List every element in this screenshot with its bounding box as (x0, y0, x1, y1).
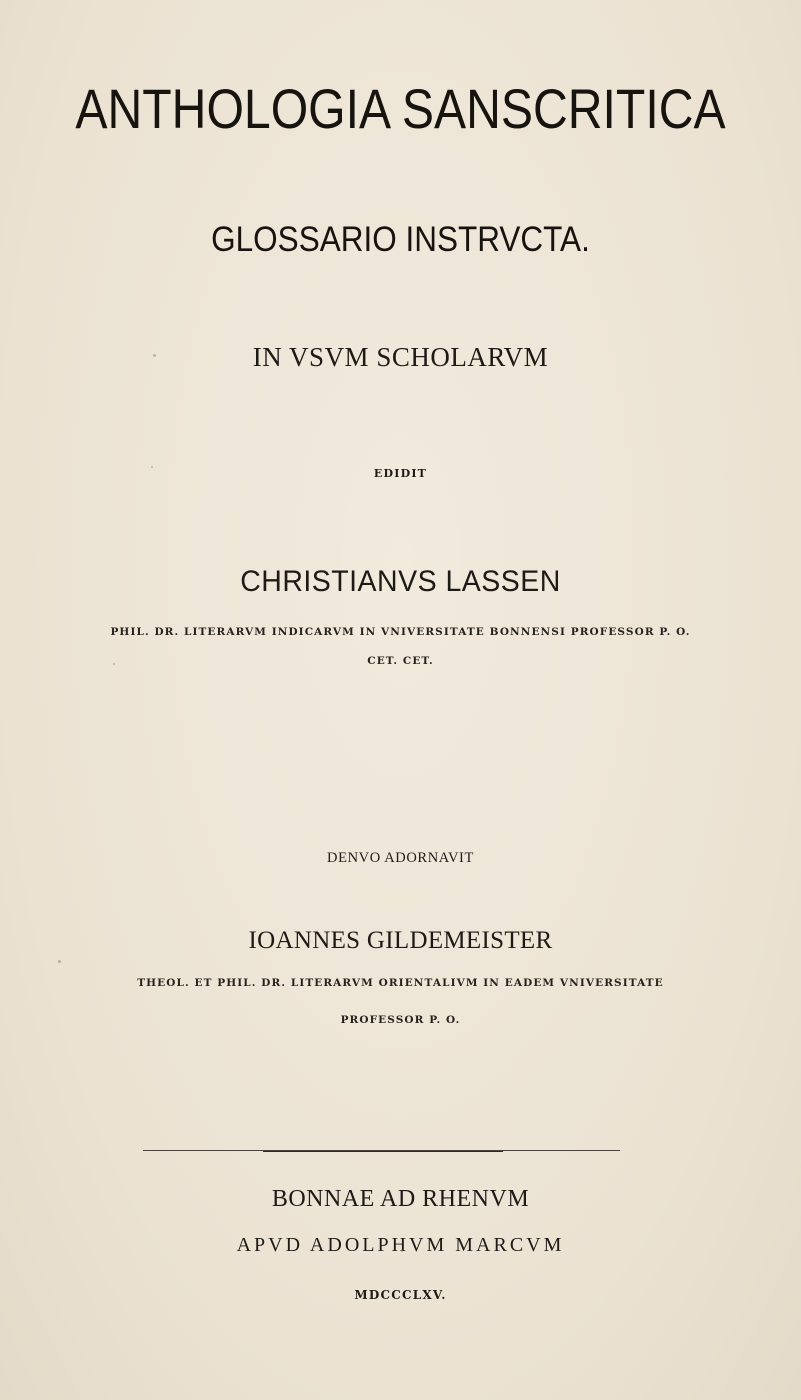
divider-rule (143, 1150, 620, 1151)
paper-speck (401, 1249, 403, 1252)
author-etc: CET. CET. (367, 655, 434, 667)
edidit-label: EDIDIT (373, 467, 428, 480)
revision-note: DENVO ADORNAVIT (327, 850, 474, 866)
purpose-line: IN VSVM SCHOLARVM (252, 342, 549, 372)
author-name: CHRISTIANVS LASSEN (240, 565, 561, 598)
editor-name: IOANNES GILDEMEISTER (248, 927, 553, 954)
author-description: PHIL. DR. LITERARVM INDICARVM IN VNIVERSITATE BONNENSI PROFESSOR P. O. (110, 626, 691, 638)
paper-speck (113, 663, 115, 665)
paper-speck (151, 466, 153, 468)
book-title: ANTHOLOGIA SANSCRITICA (75, 77, 726, 140)
imprint-year: MDCCCLXV. (354, 1288, 447, 1302)
paper-speck (58, 960, 61, 963)
editor-title: PROFESSOR P. O. (340, 1014, 461, 1026)
editor-description: THEOL. ET PHIL. DR. LITERARVM ORIENTALIVM IN EADEM VNIVERSITATE (137, 977, 664, 989)
imprint-publisher: APVD ADOLPHVM MARCVM (236, 1234, 565, 1256)
imprint-place: BONNAE AD RHENVM (271, 1186, 530, 1212)
book-subtitle: GLOSSARIO INSTRVCTA. (211, 220, 590, 259)
paper-speck (153, 354, 156, 357)
